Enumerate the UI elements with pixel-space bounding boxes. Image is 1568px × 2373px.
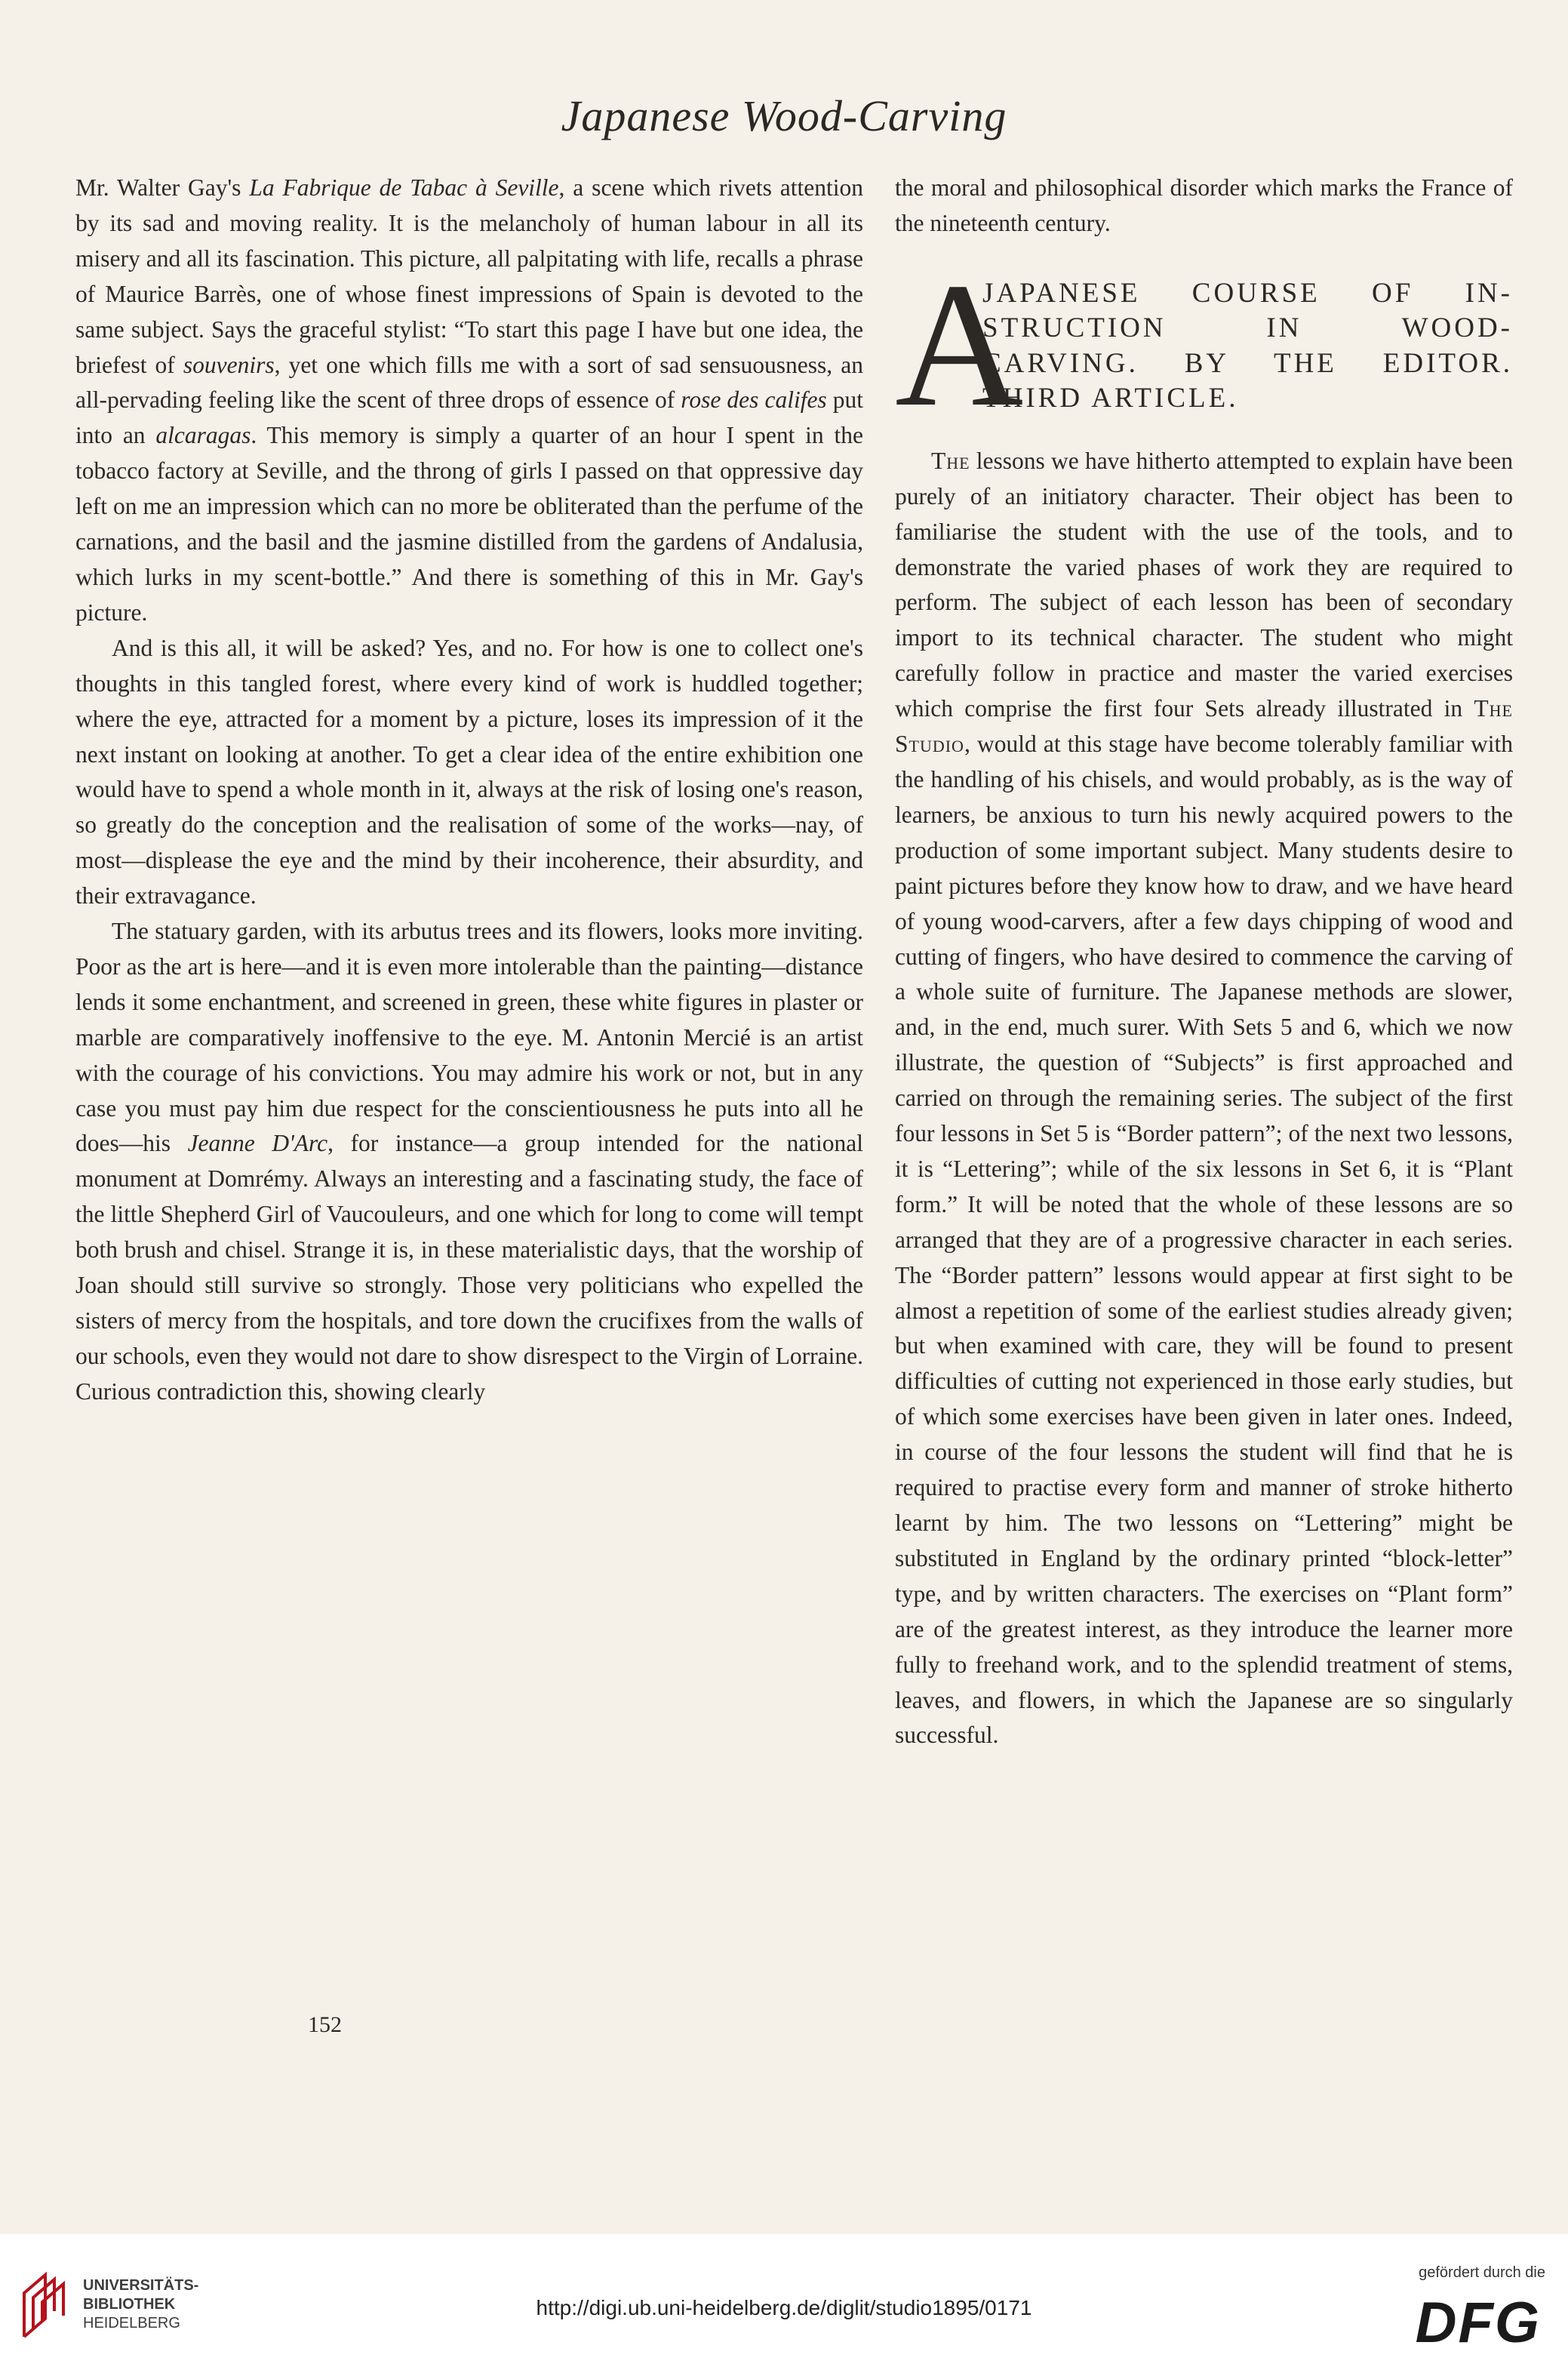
dfg-logo-icon: DFG xyxy=(1415,2291,1541,2355)
source-url[interactable]: http://digi.ub.uni-heidelberg.de/diglit/studio1895/0171 xyxy=(536,2296,1032,2319)
left-paragraph-1: Mr. Walter Gay's La Fabrique de Tabac à Seville, a scene which rivets attention by its sad and moving reality. It is the melancholy of human labour in all its misery and all its fascination. This picture, all palpitating with life, recalls a phrase of Maurice Barrès, one of whose finest impressions of Spain is devoted to the same subject. Says the graceful stylist: “To start this page I have but one idea, the briefest of souvenirs, yet one which fills me with a sort of sad sensuousness, an all-pervading feeling like the scent of three drops of essence of rose des califes put into an alcaragas. This memory is simply a quarter of an hour I spent in the tobacco factory at Seville, and the throng of girls I passed on that oppressive day left on me an impression which can no more be obliterated than the perfume of the carnations, and the basil and the jasmine distilled from the gardens of Andalusia, which lurks in my scent-bottle.” And there is something of this in Mr. Gay's picture. xyxy=(75,174,863,626)
sponsor-label: gefördert durch die xyxy=(1419,2264,1545,2281)
heading-line-3: CARVING. BY THE EDITOR. xyxy=(982,347,1513,379)
italic-souvenirs: souvenirs xyxy=(183,351,275,378)
heading-line-1: JAPANESE COURSE OF IN- xyxy=(982,277,1513,309)
heading-line-2: STRUCTION IN WOOD- xyxy=(982,312,1513,344)
right-continuation: the moral and philosophical disorder which marks the France of the nineteenth century. xyxy=(895,174,1513,236)
italic-jeanne-darc: Jeanne D'Arc xyxy=(187,1130,328,1157)
italic-alcaragas: alcaragas xyxy=(155,422,251,449)
library-name: UNIVERSITÄTS- BIBLIOTHEK HEIDELBERG xyxy=(83,2277,199,2331)
right-column xyxy=(895,171,1513,1753)
article-heading xyxy=(895,246,1513,444)
left-paragraph-2: And is this all, it will be asked? Yes, and no. For how is one to collect one's thoughts in this tangled forest, where every kind of work is huddled together; where the eye, attracted for a moment by a picture, loses its impression of it the next instant on looking at another. To get a clear idea of the entire exhibition one would have to spend a whole month in it, always at the risk of losing one's reason, so greatly do the conception and the realisation of some of the works—nay, of most—displease the eye and the mind by their incoherence, their absurdity, and their extravagance. xyxy=(75,634,863,909)
digitization-footer xyxy=(0,2234,1568,2373)
drop-cap: A xyxy=(895,246,1024,444)
left-paragraph-3: The statuary garden, with its arbutus trees and its flowers, looks more inviting. Poor as the art is here—and it is even more intolerable than the painting—distance lends it some enchantment, and screened in green, these white figures in plaster or marble are comparatively inoffensive to the eye. M. Antonin Mercié is an artist with the courage of his convictions. You may admire his work or not, but in any case you must pay him due respect for the conscientiousness he puts into all he does—his Jeanne D'Arc, for instance—a group intended for the national monument at Domrémy. Always an interesting and a fascinating study, the face of the little Shepherd Girl of Vaucouleurs, and one which for long to come will tempt both brush and chisel. Strange it is, in these materialistic days, that the worship of Joan should still survive so strongly. Those very politicians who expelled the sisters of mercy from the hospitals, and tore down the crucifixes from the walls of our schools, even they would not dare to show disrespect to the Virgin of Lorraine. Curious contradiction this, showing clearly xyxy=(75,918,863,1405)
right-paragraph-1: The lessons we have hitherto attempted to explain have been purely of an initiatory character. Their object has been to familiarise the student with the use of the tools, and to demonstrate the varied phases of work they are required to perform. The subject of each lesson has been of secondary import to its technical character. The student who might carefully follow in practice and master the varied exercises which comprise the first four Sets already illustrated in The Studio, would at this stage have become tolerably familiar with the handling of his chisels, and would probably, as is the way of learners, be anxious to turn his newly acquired powers to the production of some important subject. Many students desire to paint pictures before they know how to draw, and we have heard of young wood-carvers, after a few days chipping of wood and cutting of fingers, who have desired to commence the carving of a whole suite of furniture. The Japanese methods are slower, and, in the end, much surer. With Sets 5 and 6, which we now illustrate, the question of “Subjects” is first approached and carried on through the remaining series. The subject of the first four lessons in Set 5 is “Border pattern”; of the next two lessons, it is “Lettering”; while of the six lessons in Set 6, it is “Plant form.” It will be noted that the whole of these lessons are so arranged that they are of a progressive character in each series. The “Border pattern” lessons would appear at first sight to be almost a repetition of some of the earliest studies already given; but when examined with care, they will be found to present difficulties of cutting not experienced in those early studies, but of which some exercises have been given in later ones. Indeed, in course of the four lessons the student will find that he is required to practise every form and manner of stroke hitherto learnt by him. The two lessons on “Lettering” might be substituted in England by the ordinary printed “block-letter” type, and by written characters. The exercises on “Plant form” are of the greatest interest, as they introduce the learner more fully to freehand work, and to the splendid treatment of stems, leaves, and flowers, in which the Japanese are so singularly successful. xyxy=(895,447,1513,1749)
italic-rose-des-califes: rose des califes xyxy=(681,386,827,414)
heading-lines xyxy=(982,276,1513,417)
small-caps-the: The xyxy=(931,447,970,474)
running-head: Japanese Wood-Carving xyxy=(561,91,1007,140)
painting-title: La Fabrique de Tabac à Seville xyxy=(249,174,559,201)
heading-line-4: THIRD ARTICLE. xyxy=(982,383,1239,414)
small-caps-the-studio: The Studio xyxy=(895,695,1513,758)
left-column xyxy=(75,171,863,1410)
page-number: 152 xyxy=(308,2012,342,2037)
